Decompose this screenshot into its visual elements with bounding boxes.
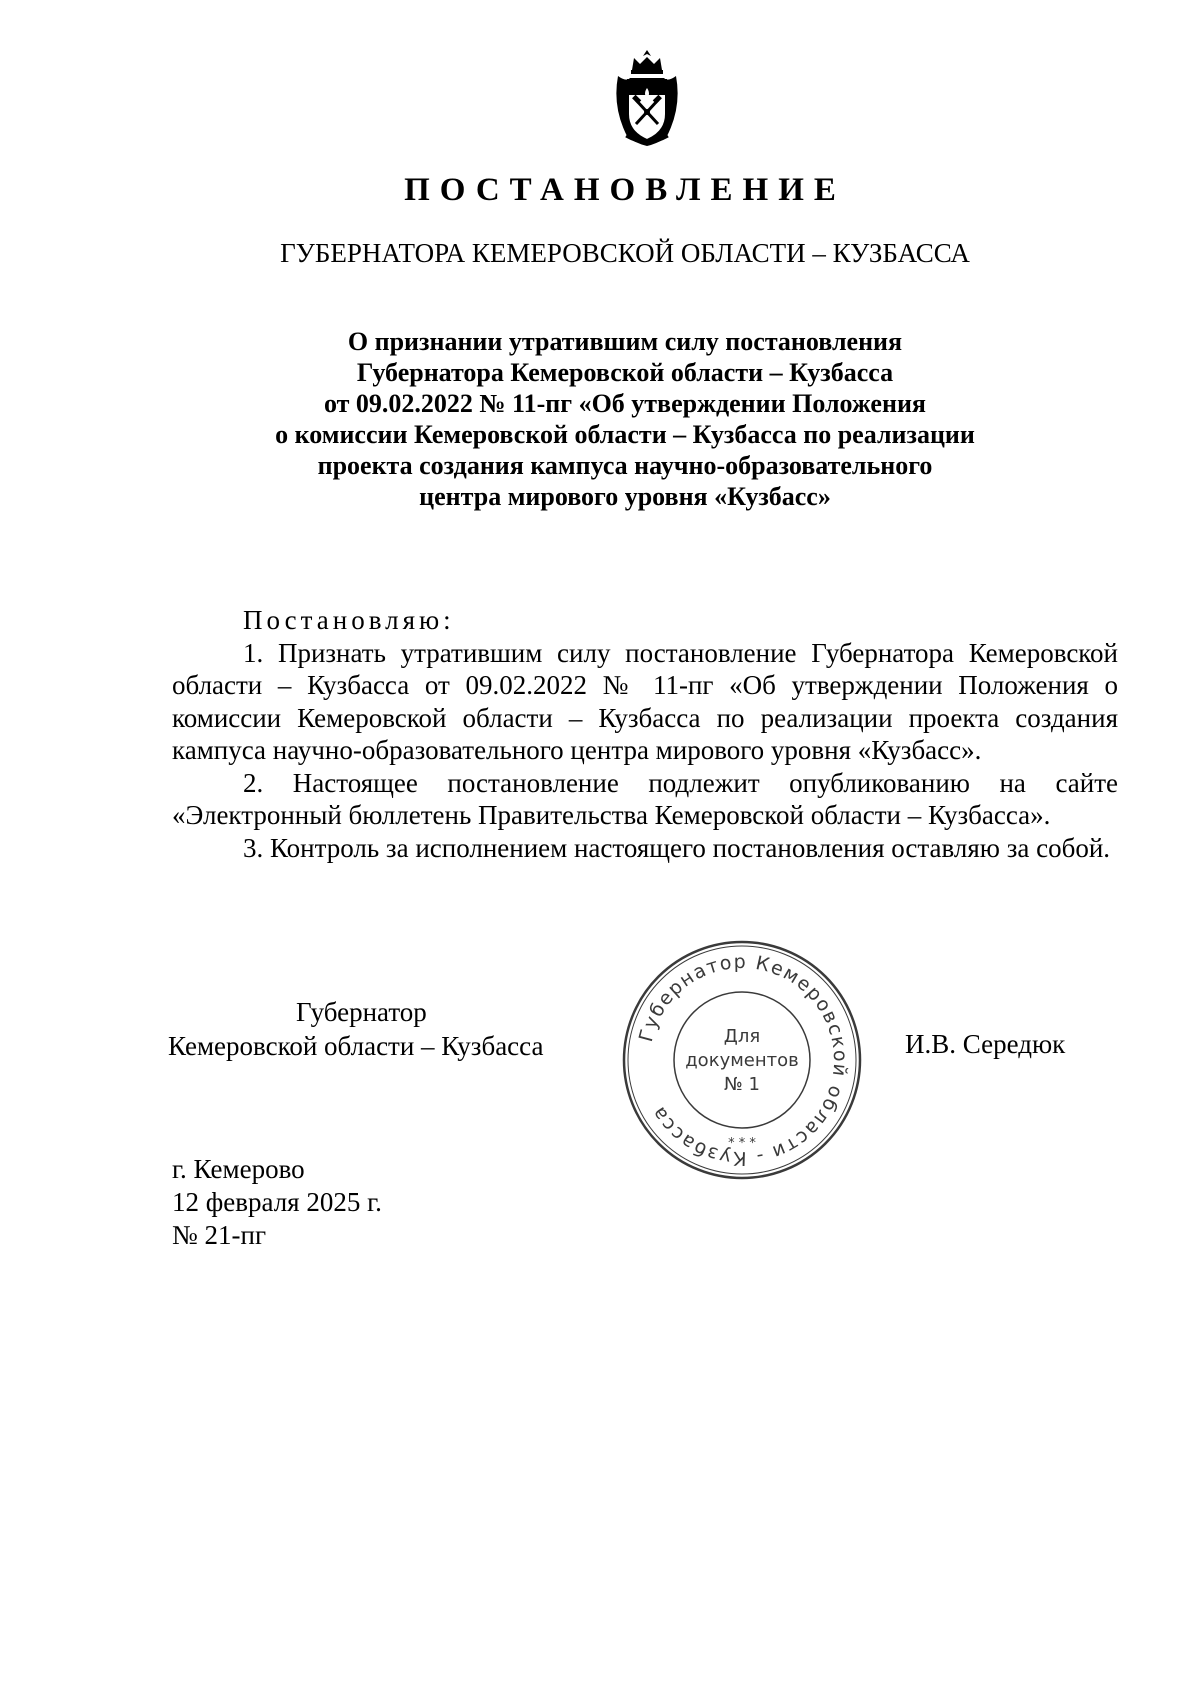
document-type: ПОСТАНОВЛЕНИЕ: [404, 172, 846, 208]
paragraph-1: 1. Признать утратившим силу постановление Губернатора Кемеровской области – Кузбасса от 09.02.2022 № 11-пг «Об утверждении Положения о комиссии Кемеровской области – Кузбасса по реализации проекта создания кампуса научно-образовательного центра мирового уровня «Кузбасс».: [172, 637, 1118, 765]
issue-city: г. Кемерово: [172, 1154, 305, 1184]
title-line: о комиссии Кемеровской области – Кузбасса по реализации: [275, 420, 975, 449]
stamp-ring-text: Губернатор Кемеровской области - Кузбасса: [634, 950, 852, 1170]
signatory-position-line2: Кемеровской области – Кузбасса: [168, 1031, 544, 1061]
signatory-position: [168, 995, 588, 1063]
stamp-stars: * * *: [728, 1136, 756, 1151]
title-line: от 09.02.2022 № 11-пг «Об утверждении Положения: [324, 389, 926, 418]
document-body: [172, 604, 1118, 864]
coat-of-arms-icon: [608, 48, 686, 148]
document-footer: [172, 1153, 382, 1252]
document-number: № 21-пг: [172, 1220, 267, 1250]
issue-date: 12 февраля 2025 г.: [172, 1187, 382, 1217]
title-line: О признании утратившим силу постановления: [347, 327, 903, 356]
title-line: центра мирового уровня «Кузбасс»: [419, 482, 831, 511]
paragraph-2: 2. Настоящее постановление подлежит опубликованию на сайте «Электронный бюллетень Правительства Кемеровской области – Кузбасса».: [172, 767, 1118, 830]
stamp-center-line2: документов: [685, 1050, 799, 1071]
signatory-position-line1: Губернатор: [296, 997, 427, 1027]
stamp-center-line3: № 1: [724, 1074, 760, 1095]
stamp-center-line1: Для: [723, 1026, 761, 1047]
title-line: проекта создания кампуса научно-образовательного: [317, 451, 933, 480]
issuer-heading: ГУБЕРНАТОРА КЕМЕРОВСКОЙ ОБЛАСТИ – КУЗБАССА: [280, 238, 970, 268]
title-line: Губернатора Кемеровской области – Кузбасса: [356, 358, 894, 387]
signatory-name: И.В. Середюк: [905, 1029, 1066, 1059]
official-stamp: [617, 935, 867, 1185]
paragraph-3: 3. Контроль за исполнением настоящего постановления оставляю за собой.: [243, 832, 1111, 863]
document-title: [0, 326, 1200, 512]
decree-word: Постановляю:: [243, 605, 455, 635]
